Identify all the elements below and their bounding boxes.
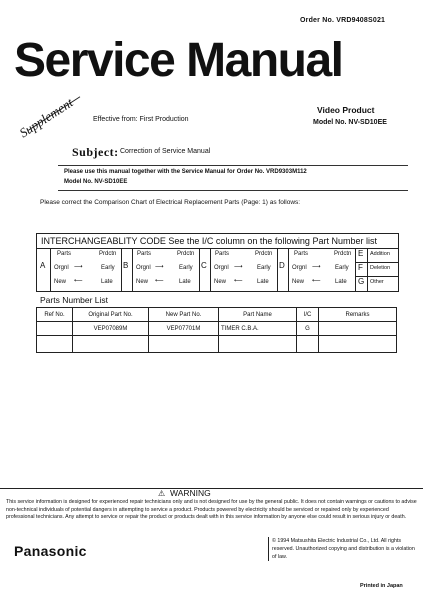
column-header: Original Part No.	[73, 308, 149, 322]
group-c-prdctn: Prdctn	[255, 251, 273, 257]
table-cell: VEP07701M	[149, 322, 219, 336]
group-b-orgnl: Orgnl	[136, 265, 151, 271]
column-header: Part Name	[219, 308, 297, 322]
column-header: Ref No.	[37, 308, 73, 322]
group-a-prdctn: Prdctn	[99, 251, 117, 257]
group-b-late: Late	[179, 279, 191, 285]
group-c-new: New	[214, 279, 227, 285]
table-cell	[37, 336, 73, 353]
table-cell: TIMER C.B.A.	[219, 322, 297, 336]
group-d-late: Late	[335, 279, 347, 285]
table-cell	[319, 322, 397, 336]
group-c-late: Late	[257, 279, 269, 285]
supplement-underline	[28, 96, 81, 131]
group-b-prdctn: Prdctn	[177, 251, 195, 257]
arrow-icon: ⟶	[155, 264, 164, 270]
group-a-orgnl: Orgnl	[54, 265, 69, 271]
parts-number-table	[36, 307, 397, 353]
divider	[132, 248, 133, 291]
group-a-late: Late	[101, 279, 113, 285]
notice-box	[58, 165, 408, 191]
supplement-label: Supplement	[16, 94, 76, 141]
group-c-early: Early	[257, 265, 271, 271]
group-a-early: Early	[101, 265, 115, 271]
group-a-new: New	[54, 279, 67, 285]
arrow-icon: ⟶	[74, 264, 83, 270]
group-c-orgnl: Orgnl	[214, 265, 229, 271]
column-header: I/C	[297, 308, 319, 322]
table-cell: VEP07089M	[73, 322, 149, 336]
group-d-parts: Parts	[294, 251, 309, 257]
arrow-icon: ⟶	[234, 264, 243, 270]
group-b-parts: Parts	[137, 251, 152, 257]
table-cell	[319, 336, 397, 353]
product-type: Video Product	[317, 105, 375, 115]
divider	[210, 248, 211, 291]
table-row	[37, 336, 397, 353]
table-cell	[149, 336, 219, 353]
notice-line-1: Please use this manual together with the Service Manual for Order No. VRD9303M112	[64, 169, 307, 175]
warning-title: WARNING	[170, 488, 211, 498]
group-d-early: Early	[335, 265, 349, 271]
warning-text: This service information is designed for experienced repair technicians only and is not designed for use by the general public. It does not contain warnings or cautions to advise non-technical individuals of potential dangers in attempting to service a product. Products powered by electricity should be serviced or repaired only by experienced professional technicians. Any attempt to service or repair the product or products dealt with in this service information by anyone else could result in serious injury or death.	[6, 499, 417, 521]
table-cell	[219, 336, 297, 353]
parts-list-heading: Parts Number List	[40, 295, 109, 305]
subject-text: Correction of Service Manual	[120, 148, 211, 155]
code-letter-f: F	[358, 263, 363, 272]
code-letter-e: E	[358, 249, 364, 258]
group-a-parts: Parts	[57, 251, 72, 257]
document-title: Service Manual	[14, 34, 343, 87]
copyright-notice: © 1994 Matsushita Electric Industrial Co., Ltd. All rights reserved. Unauthorized copying and distribution is a violation of law.	[268, 537, 420, 561]
subject-label: Subject:	[72, 145, 119, 159]
divider	[288, 248, 289, 291]
effective-from: Effective from: First Production	[93, 116, 189, 123]
arrow-icon: ⟶	[312, 264, 321, 270]
divider	[367, 248, 368, 291]
table-cell	[297, 336, 319, 353]
table-cell: G	[297, 322, 319, 336]
arrow-icon: ⟵	[312, 278, 321, 284]
divider	[355, 248, 356, 291]
code-letter-d: D	[279, 261, 285, 270]
group-b-early: Early	[179, 265, 193, 271]
divider	[355, 276, 398, 277]
interchangeability-heading: INTERCHANGEABLITY CODE See the I/C column on the following Part Number list	[41, 236, 377, 246]
code-letter-b: B	[123, 261, 129, 270]
table-cell	[37, 322, 73, 336]
table-row	[37, 322, 397, 336]
code-e-label: Addition	[370, 251, 390, 257]
divider	[355, 262, 398, 263]
code-f-label: Deletion	[370, 265, 391, 271]
order-number: Order No. VRD9408S021	[300, 17, 386, 24]
warning-triangle-icon: ⚠	[158, 489, 166, 498]
arrow-icon: ⟵	[155, 278, 164, 284]
code-letter-g: G	[358, 277, 365, 286]
supplement-stamp	[18, 96, 90, 146]
arrow-icon: ⟵	[234, 278, 243, 284]
divider	[121, 248, 122, 291]
interchangeability-box	[36, 233, 399, 292]
table-header-row	[37, 308, 397, 322]
code-letter-a: A	[40, 261, 46, 270]
group-d-new: New	[292, 279, 305, 285]
panasonic-logo: Panasonic	[14, 543, 87, 559]
arrow-icon: ⟵	[74, 278, 83, 284]
group-c-parts: Parts	[215, 251, 230, 257]
code-g-label: Other	[370, 279, 384, 285]
group-d-orgnl: Orgnl	[292, 265, 307, 271]
divider	[37, 248, 398, 249]
group-d-prdctn: Prdctn	[334, 251, 352, 257]
column-header: Remarks	[319, 308, 397, 322]
divider	[199, 248, 200, 291]
instruction-text: Please correct the Comparison Chart of Electrical Replacement Parts (Page: 1) as follows:	[40, 199, 301, 206]
model-number: Model No. NV-SD10EE	[313, 119, 387, 126]
notice-line-2: Model No. NV-SD10EE	[64, 179, 128, 185]
group-b-new: New	[136, 279, 149, 285]
column-header: New Part No.	[149, 308, 219, 322]
table-cell	[73, 336, 149, 353]
warning-section	[0, 488, 423, 529]
divider	[50, 248, 51, 291]
code-letter-c: C	[201, 261, 207, 270]
printed-in: Printed in Japan	[360, 583, 403, 589]
divider	[277, 248, 278, 291]
